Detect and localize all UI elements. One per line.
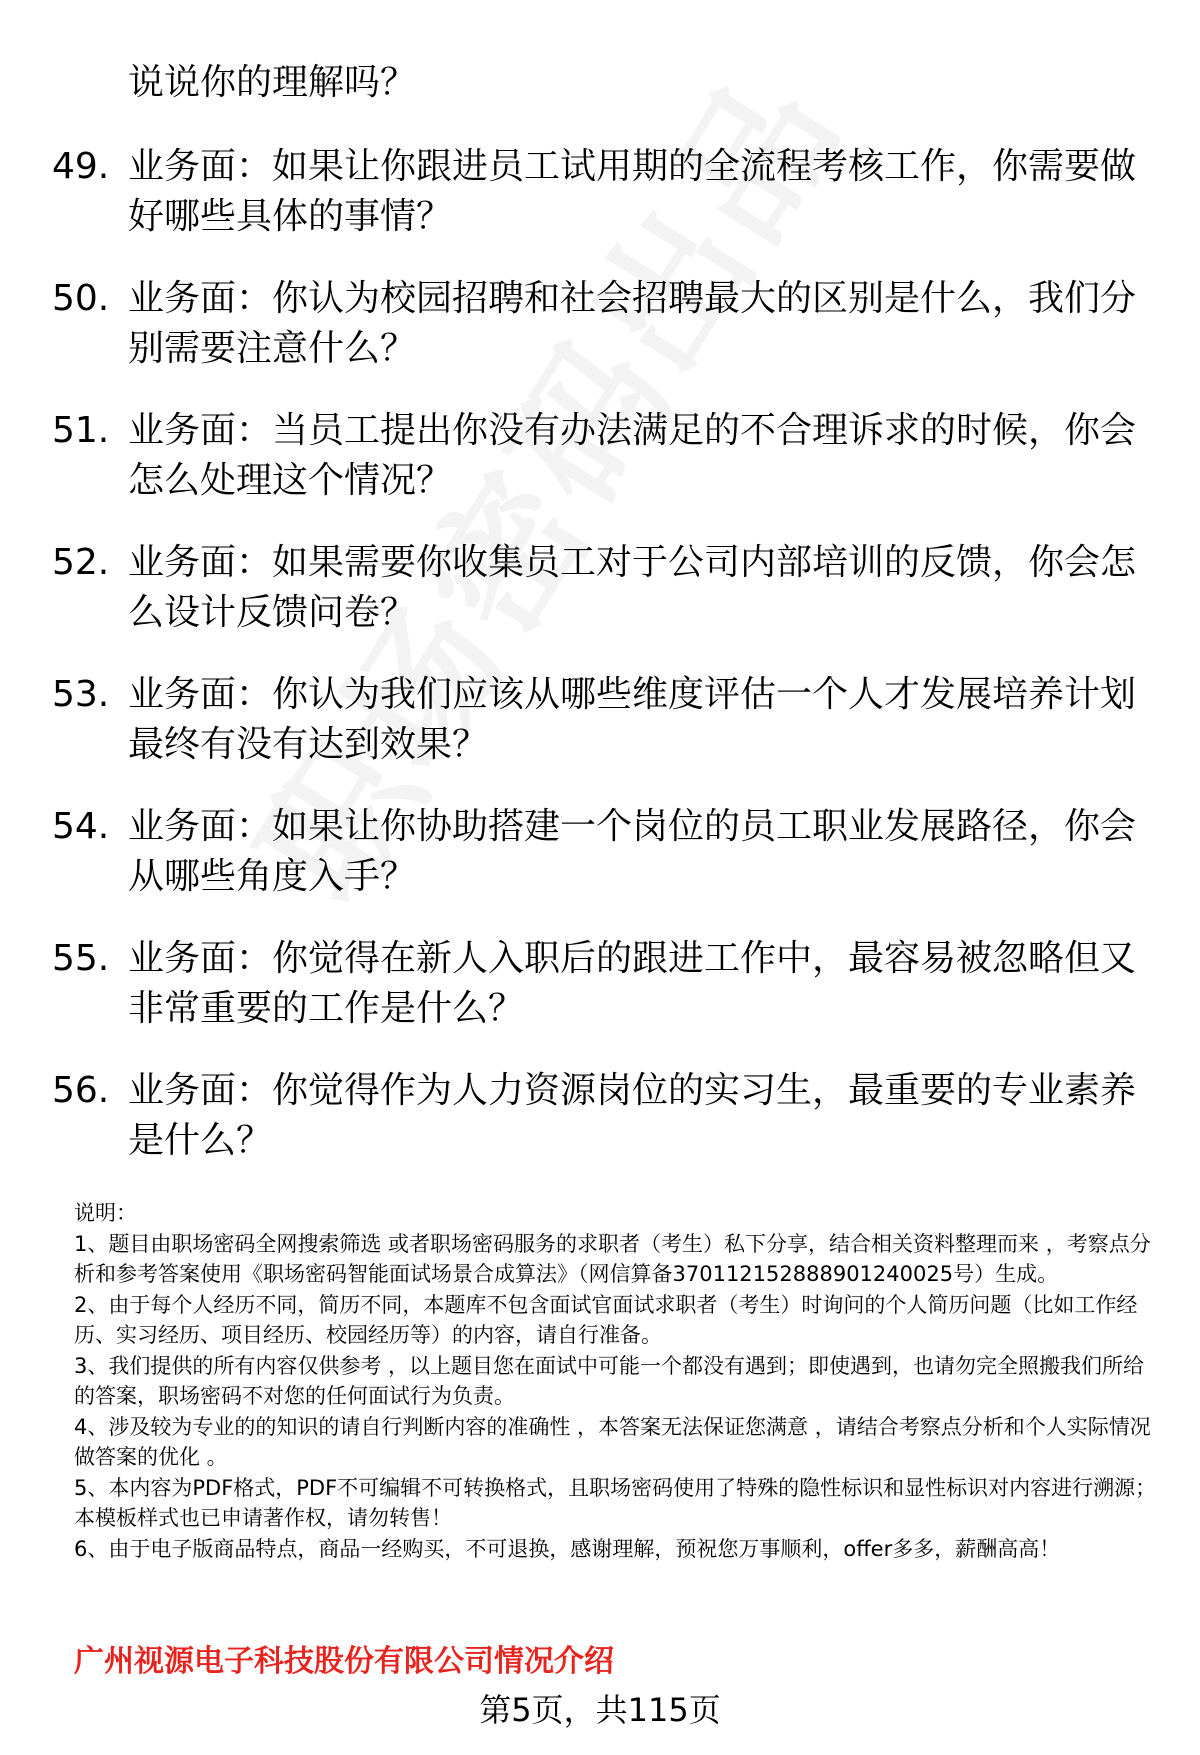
question-text: 业务面：如果需要你收集员工对于公司内部培训的反馈，你会怎么设计反馈问卷？ [128, 542, 1137, 633]
question-list [0, 142, 1200, 1198]
question-text: 业务面：当员工提出你没有办法满足的不合理诉求的时候，你会怎么处理这个情况？ [128, 410, 1137, 501]
question-number: 54. [52, 806, 110, 847]
question-number: 53. [52, 674, 110, 715]
question-number: 49. [52, 146, 110, 187]
notes-section [74, 1198, 1164, 1564]
note-item: 4、涉及较为专业的的知识的请自行判断内容的准确性 ，本答案无法保证您满意 ，请结合考察点分析和个人实际情况做答案的优化 。 [74, 1414, 1151, 1469]
question-number: 50. [52, 278, 110, 319]
question-item [0, 1066, 1200, 1198]
question-text: 业务面：如果让你协助搭建一个岗位的员工职业发展路径，你会从哪些角度入手？ [128, 806, 1137, 897]
company-intro-link[interactable]: 广州视源电子科技股份有限公司情况介绍 [74, 1644, 614, 1679]
question-item [0, 802, 1200, 934]
question-item [0, 670, 1200, 802]
question-item [0, 142, 1200, 274]
note-item: 1、题目由职场密码全网搜索筛选 或者职场密码服务的求职者（考生）私下分享，结合相关资料整理而来 ，考察点分析和参考答案使用《职场密码智能面试场景合成算法》（网信算备370112152888901240025号）生成。 [74, 1231, 1151, 1286]
question-item [0, 406, 1200, 538]
question-number: 56. [52, 1070, 110, 1111]
question-number: 52. [52, 542, 110, 583]
question-number: 51. [52, 410, 110, 451]
question-continuation: 说说你的理解吗？ [128, 62, 417, 103]
question-text: 业务面：你认为校园招聘和社会招聘最大的区别是什么，我们分别需要注意什么？ [128, 278, 1137, 369]
note-item: 3、我们提供的所有内容仅供参考 ，以上题目您在面试中可能一个都没有遇到；即使遇到，也请勿完全照搬我们所给的答案，职场密码不对您的任何面试行为负责。 [74, 1353, 1145, 1408]
question-item [0, 274, 1200, 406]
question-number: 55. [52, 938, 110, 979]
page-indicator: 第5页，共115页 [479, 1691, 721, 1729]
question-item [0, 538, 1200, 670]
question-text: 业务面：如果让你跟进员工试用期的全流程考核工作，你需要做好哪些具体的事情？ [128, 146, 1137, 237]
notes-heading: 说明： [74, 1201, 137, 1225]
note-item: 5、本内容为PDF格式，PDF不可编辑不可转换格式，且职场密码使用了特殊的隐性标识和显性标识对内容进行溯源；本模板样式也已申请著作权，请勿转售！ [74, 1475, 1157, 1530]
question-text: 业务面：你认为我们应该从哪些维度评估一个人才发展培养计划最终有没有达到效果？ [128, 674, 1137, 765]
question-text: 业务面：你觉得作为人力资源岗位的实习生，最重要的专业素养是什么？ [128, 1070, 1137, 1161]
note-item: 2、由于每个人经历不同，简历不同，本题库不包含面试官面试求职者（考生）时询问的个人简历问题（比如工作经历、实习经历、项目经历、校园经历等）的内容，请自行准备。 [74, 1292, 1138, 1347]
note-item: 6、由于电子版商品特点，商品一经购买，不可退换，感谢理解，预祝您万事顺利，offer多多，薪酬高高！ [74, 1536, 1061, 1561]
question-text: 业务面：你觉得在新人入职后的跟进工作中，最容易被忽略但又非常重要的工作是什么？ [128, 938, 1137, 1029]
question-item [0, 934, 1200, 1066]
